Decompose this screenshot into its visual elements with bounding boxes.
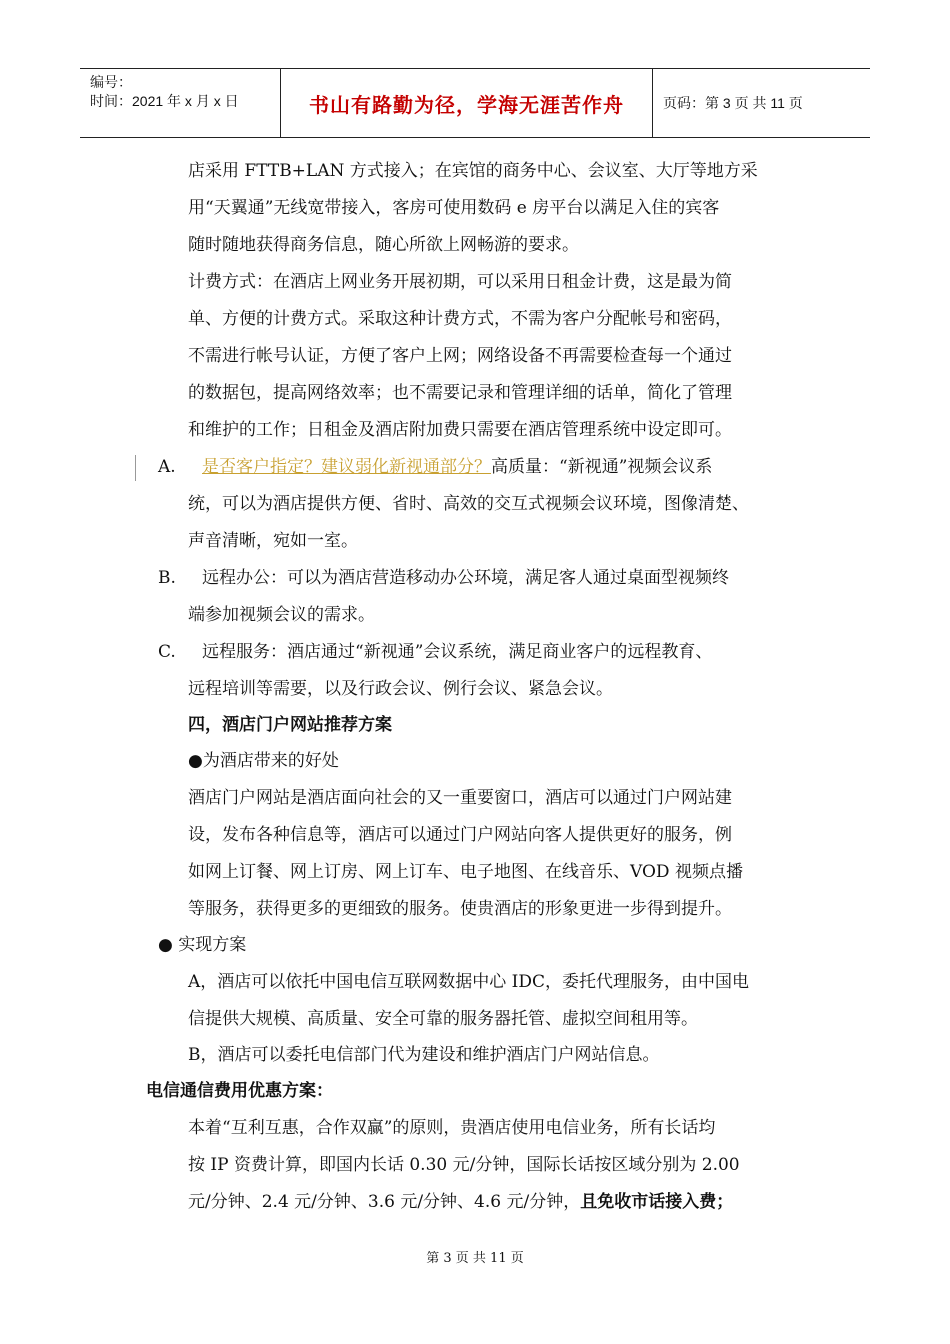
number-label: 编号： [90,74,132,90]
list-marker-b: B. [158,568,176,588]
section-heading: 电信通信费用优惠方案： [146,1081,333,1101]
text-line: 酒店门户网站是酒店面向社会的又一重要窗口，酒店可以通过门户网站建 [188,788,732,808]
text-line: 本着“互利互惠，合作双赢”的原则，贵酒店使用电信业务，所有长话均 [188,1118,716,1138]
text-line: 设，发布各种信息等，酒店可以通过门户网站向客人提供更好的服务，例 [188,825,732,845]
header-meta [80,69,281,137]
review-comment-link[interactable]: 是否客户指定？建议弱化新视通部分？ [202,457,491,477]
text-line: 和维护的工作；日租金及酒店附加费只需要在酒店管理系统中设定即可。 [188,420,732,440]
text-line: 端参加视频会议的需求。 [188,605,375,625]
text-line: 随时随地获得商务信息，随心所欲上网畅游的要求。 [188,235,579,255]
text-line: 按 IP 资费计算，即国内长话 0.30 元/分钟，国际长话按区域分别为 2.00 [188,1155,740,1175]
text-line: 计费方式：在酒店上网业务开展初期，可以采用日租金计费，这是最为简 [188,272,732,292]
text-line: 用“天翼通”无线宽带接入，客房可使用数码 e 房平台以满足入住的宾客 [188,198,720,218]
text-line: 远程服务：酒店通过“新视通”会议系统，满足商业客户的远程教育、 [202,642,713,662]
list-item-a-text: 高质量：“新视通”视频会议系 [491,457,713,477]
text-line: 远程办公：可以为酒店营造移动办公环境，满足客人通过桌面型视频终 [202,568,729,588]
text-span: 元/分钟、2.4 元/分钟、3.6 元/分钟、4.6 元/分钟， [188,1192,581,1212]
text-line: 声音清晰，宛如一室。 [188,531,358,551]
text-line: 单、方便的计费方式。采取这种计费方式，不需为客户分配帐号和密码， [188,309,732,329]
text-line: 等服务，获得更多的更细致的服务。使贵酒店的形象更进一步得到提升。 [188,899,732,919]
text-line: 不需进行帐号认证，方便了客户上网；网络设备不再需要检查每一个通过 [188,346,732,366]
text-line: 信提供大规模、高质量、安全可靠的服务器托管、虚拟空间租用等。 [188,1009,698,1029]
bullet-heading: ● 实现方案 [158,935,247,955]
page-footer: 第 3 页 共 11 页 [426,1251,524,1266]
list-marker-c: C. [158,642,176,662]
page-header [80,68,870,138]
text-line: 远程培训等需要，以及行政会议、例行会议、紧急会议。 [188,679,613,699]
list-item-a-line [202,456,712,478]
header-page-label: 页码：第 3 页 共 11 页 [663,95,803,111]
text-line: 店采用 FTTB+LAN 方式接入；在宾馆的商务中心、会议室、大厅等地方采 [188,161,758,181]
header-motto: 书山有路勤为径，学海无涯苦作舟 [281,69,653,137]
date-label: 时间：2021 年 x 月 x 日 [90,93,239,109]
bold-text-span: 且免收市话接入费； [580,1192,734,1212]
text-line: 的数据包，提高网络效率；也不需要记录和管理详细的话单，简化了管理 [188,383,732,403]
text-line [188,1191,733,1213]
text-line: 如网上订餐、网上订房、网上订车、电子地图、在线音乐、VOD 视频点播 [188,862,743,882]
revision-bar [135,455,136,481]
text-line: B，酒店可以委托电信部门代为建设和维护酒店门户网站信息。 [188,1045,660,1065]
text-line: 统，可以为酒店提供方便、省时、高效的交互式视频会议环境，图像清楚、 [188,494,749,514]
bullet-heading: ●为酒店带来的好处 [188,751,339,771]
text-line: A，酒店可以依托中国电信互联网数据中心 IDC，委托代理服务，由中国电 [188,972,750,992]
section-heading: 四，酒店门户网站推荐方案 [188,715,392,735]
list-marker-a: A. [158,457,176,477]
